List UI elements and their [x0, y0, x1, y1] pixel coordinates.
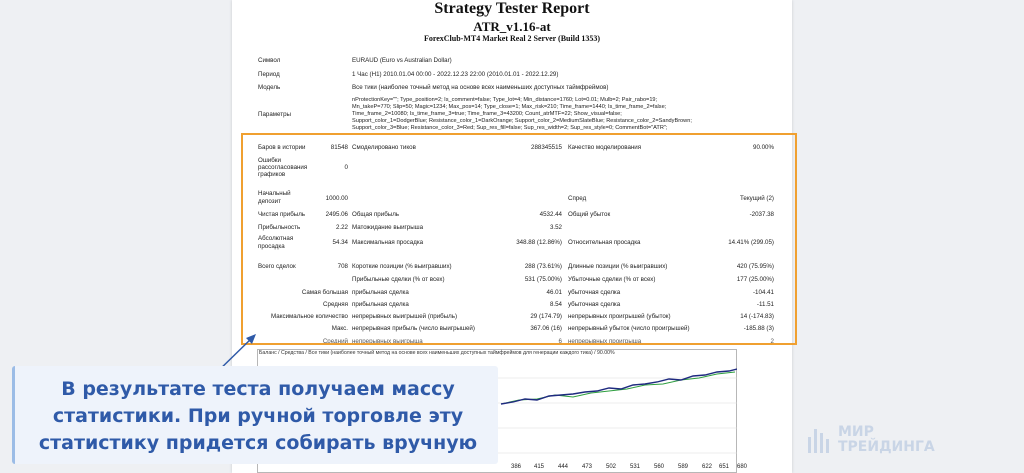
cons-wins-label: непрерывных выигрышей (прибыль) — [352, 313, 458, 320]
x-tick-label: 502 — [606, 464, 617, 470]
callout-text — [15, 376, 501, 457]
long-positions-label: Длинные позиции (% выигравших) — [568, 263, 668, 270]
brand-line: МИР — [838, 424, 874, 440]
average-label: Средняя — [323, 301, 348, 308]
errors-label: рассогласования — [258, 164, 308, 171]
x-tick-label: 589 — [678, 464, 689, 470]
cons-loss-value: -185.88 (3) — [743, 325, 774, 332]
params-label: Параметры — [258, 111, 291, 118]
profit-factor-value: 2.22 — [335, 224, 348, 231]
server-name: ForexClub-MT4 Market Real 2 Server (Build 1353) — [423, 34, 601, 43]
deposit-value: 1000.00 — [325, 195, 348, 202]
total-trades-label: Всего сделок — [258, 263, 296, 270]
callout-box — [12, 366, 498, 464]
x-tick-label: 651 — [719, 464, 730, 470]
abs-drawdown-value: 54.34 — [332, 239, 348, 246]
x-tick-label: 622 — [702, 464, 713, 470]
x-tick-label: 415 — [534, 464, 545, 470]
param-line: Mn_takeP=770; Slip=50; Magic=1234; Max_pos=14; Type_close=1; Max_risk=210; Time_frame=1440; Is_time_frame_2=false; — [352, 104, 667, 110]
abs-drawdown-label: просадка — [258, 243, 285, 250]
profit-trades-label: Прибыльные сделки (% от всех) — [352, 276, 445, 283]
param-line: nProtectionKey=""; Type_position=2; Is_comment=false; Type_lot=4; Min_distance=1760; Lot=0.01; Mulb=2; Pair_rabo=19; — [352, 97, 658, 103]
errors-label: Ошибки — [258, 157, 281, 164]
max-drawdown-value: 348.88 (12.86%) — [516, 239, 562, 246]
avg-wins-label: непрерывных выигрыша — [352, 338, 423, 345]
callout-line: статистику придется собирать вручную — [38, 432, 478, 454]
brand-line: ТРЕЙДИНГА — [838, 439, 935, 455]
cons-losses-label: непрерывных проигрышей (убыток) — [568, 313, 671, 320]
avg-consecutive-label: Средний — [322, 338, 348, 345]
cons-profit-label: непрерывная прибыль (число выигрышей) — [352, 325, 475, 332]
cons-profit-value: 367.06 (16) — [530, 325, 562, 332]
errors-value: 0 — [344, 164, 348, 171]
net-profit-value: 2495.06 — [325, 211, 348, 218]
cons-wins-value: 29 (174.79) — [530, 313, 562, 320]
abs-drawdown-label: Абсолютная — [258, 235, 294, 242]
symbol-value: EURAUD (Euro vs Australian Dollar) — [352, 57, 452, 64]
spread-label: Спред — [568, 195, 587, 202]
rel-drawdown-label: Относительная просадка — [568, 239, 641, 246]
largest-loss-label: убыточная сделка — [568, 289, 621, 296]
errors-label: графиков — [258, 171, 286, 178]
param-line: Time_frame_2=10080; Is_time_frame_3=true; Time_frame_3=43200; Count_atrMTF=22; Show_visual=false; — [352, 111, 622, 117]
equity-line — [501, 372, 735, 404]
avg-losses-value: 2 — [770, 338, 774, 345]
quality-value: 90.00% — [753, 144, 774, 151]
callout-line: В результате теста получаем массу — [61, 378, 455, 400]
expected-payoff-value: 3.52 — [549, 224, 562, 231]
model-label: Модель — [258, 84, 281, 91]
largest-label: Самая большая — [301, 289, 348, 296]
x-tick-label: 531 — [630, 464, 641, 470]
x-tick-label: 444 — [558, 464, 569, 470]
bars-value: 81548 — [330, 144, 348, 151]
avg-wins-value: 6 — [558, 338, 562, 345]
quality-label: Качество моделирования — [568, 144, 642, 151]
cons-losses-value: 14 (-174.83) — [740, 313, 774, 320]
avg-profit-label: прибыльная сделка — [352, 301, 409, 308]
expected-payoff-label: Матожидание выигрыша — [352, 224, 424, 231]
long-positions-value: 420 (75.95%) — [736, 263, 774, 270]
modelled-label: Смоделировано тиков — [352, 144, 416, 151]
largest-profit-label: прибыльная сделка — [352, 289, 409, 296]
x-tick-label: 473 — [582, 464, 593, 470]
period-value: 1 Час (H1) 2010.01.04 00:00 - 2022.12.23 22:00 (2010.01.01 - 2022.12.29) — [352, 71, 559, 78]
max-label: Макс. — [331, 325, 348, 332]
bars-label: Баров в истории — [258, 144, 306, 151]
max-count-label: Максимальное количество — [271, 313, 348, 320]
avg-profit-value: 8.54 — [549, 301, 562, 308]
loss-trades-label: Убыточные сделки (% от всех) — [568, 276, 656, 283]
x-tick-label: 560 — [654, 464, 665, 470]
gross-profit-label: Общая прибыль — [352, 211, 400, 218]
brand-name — [838, 425, 935, 455]
rel-drawdown-value: 14.41% (299.05) — [728, 239, 774, 246]
param-line: Support_color_3=Blue; Resistance_color_3=Red; Sup_res_fill=false; Sup_res_width=2; Sup_res_style=0; CommentBot="ATR"; — [352, 125, 668, 131]
callout-line: статистики. При ручной торговле эту — [52, 405, 464, 427]
gross-loss-label: Общий убыток — [568, 211, 611, 218]
deposit-label: Начальный — [258, 190, 291, 197]
avg-losses-label: непрерывных проигрыша — [568, 338, 642, 345]
profit-trades-value: 531 (75.00%) — [524, 276, 562, 283]
net-profit-label: Чистая прибыль — [258, 211, 306, 218]
x-tick-label: 680 — [737, 464, 748, 470]
gross-loss-value: -2037.38 — [749, 211, 774, 218]
brand-logo-icon — [805, 423, 835, 457]
chart-caption: Баланс / Средства / Все тики (наиболее точный метод на основе всех наименьших доступных таймфреймов для генерации каждого тика) / 90.00% — [259, 350, 615, 356]
model-value: Все тики (наиболее точный метод на основе всех наименьших доступных таймфреймов) — [352, 84, 609, 91]
avg-loss-label: убыточная сделка — [568, 301, 621, 308]
modelled-value: 288345515 — [531, 144, 562, 151]
period-label: Период — [258, 71, 280, 78]
expert-name: ATR_v1.16-at — [473, 19, 551, 34]
report-title: Strategy Tester Report — [434, 0, 590, 17]
total-trades-value: 708 — [337, 263, 348, 270]
symbol-label: Символ — [258, 57, 281, 64]
param-line: Support_color_1=DodgerBlue; Resistance_color_1=DarkOrange; Support_color_2=MediumSlateBlue; Resistance_color_2=SandyBrown; — [352, 118, 692, 124]
short-positions-value: 288 (73.61%) — [524, 263, 562, 270]
deposit-label: депозит — [258, 198, 281, 205]
gross-profit-value: 4532.44 — [539, 211, 562, 218]
largest-profit-value: 46.01 — [546, 289, 562, 296]
profit-factor-label: Прибыльность — [258, 224, 301, 231]
loss-trades-value: 177 (25.00%) — [736, 276, 774, 283]
cons-loss-label: непрерывный убыток (число проигрышей) — [568, 325, 690, 332]
short-positions-label: Короткие позиции (% выигравших) — [352, 263, 452, 270]
spread-value: Текущий (2) — [739, 195, 774, 202]
max-drawdown-label: Максимальная просадка — [352, 239, 424, 246]
avg-loss-value: -11.51 — [756, 301, 774, 308]
x-tick-label: 386 — [511, 464, 522, 470]
largest-loss-value: -104.41 — [753, 289, 774, 296]
